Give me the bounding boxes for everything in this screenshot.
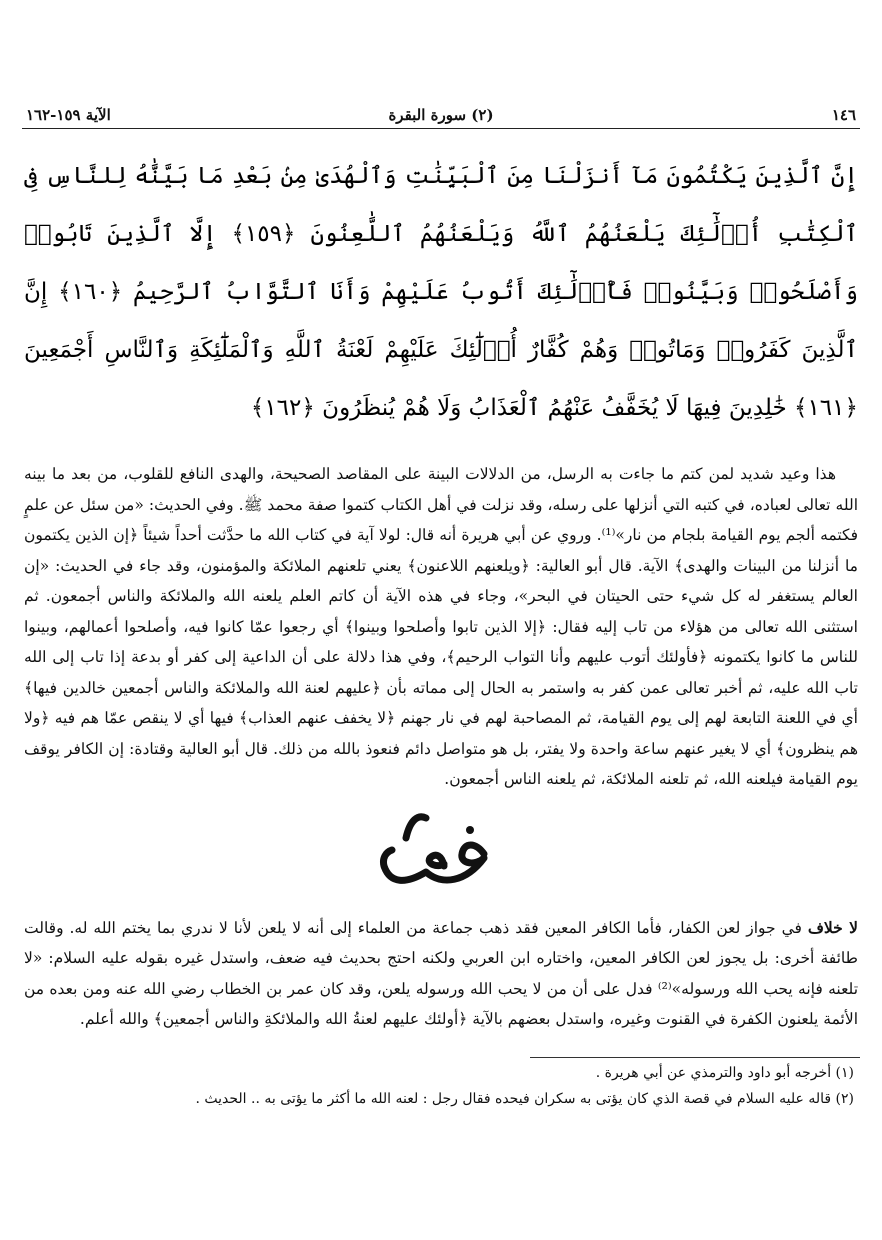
surah-title: (٢) سورة البقرة xyxy=(388,106,494,124)
fasl-body: في جواز لعن الكفار، فأما الكافر المعين فقد ذهب جماعة من العلماء إلى أنه لا يلعن لأنا لا ندري بما يختم الله له. وقالت طائفة أخرى: بل يجوز لعن الكافر المعين، واختاره ابن العربي ولكنه احتج بحديث فيه ضعف، واستدل غيره بقوله عليه السلام: «لا تلعنه فإنه يحب الله ورسوله»⁽²⁾ فدل على أن من لا يحب الله ورسوله يلعن، وقد كان عمر بن الخطاب رضي الله عنه ومن بعده من الأئمة يلعنون الكفرة في القنوت وغيره، واستدل بعضهم بالآية ﴿أولئك عليهم لعنةُ الله والملائكةِ والناس أجمعين﴾ والله أعلم. xyxy=(24,918,859,1028)
tafsir-commentary xyxy=(22,459,860,795)
fasl-calligraphy-icon xyxy=(366,806,516,902)
footnote-2: (٢) قاله عليه السلام في قصة الذي كان يؤتى به سكران فيحده فقال رجل : لعنه الله ما أكثر ما يؤتى به .. الحديث . xyxy=(195,1090,854,1107)
footnote-1: (١) أخرجه أبو داود والترمذي عن أبي هريرة . xyxy=(595,1064,854,1081)
page-number: ١٤٦ xyxy=(831,106,856,124)
quran-verses: إِنَّ ٱلَّذِينَ يَكْتُمُونَ مَآ أَنزَلْنَا مِنَ ٱلْبَيِّنَٰتِ وَٱلْهُدَىٰ مِنۢ بَعْدِ مَا بَيَّنَّٰهُ لِلنَّاسِ فِى ٱلْكِتَٰبِ أُو۟لَٰٓئِكَ يَلْعَنُهُمُ ٱللَّهُ وَيَلْعَنُهُمُ ٱللَّٰعِنُونَ ﴿١٥٩﴾ إِلَّا ٱلَّذِينَ تَابُوا۟ وَأَصْلَحُوا۟ وَبَيَّنُوا۟ فَأُو۟لَٰٓئِكَ أَتُوبُ عَلَيْهِمْ وَأَنَا ٱلتَّوَّابُ ٱلرَّحِيمُ ﴿١٦٠﴾ إِنَّ ٱلَّذِينَ كَفَرُوا۟ وَمَاتُوا۟ وَهُمْ كُفَّارٌ أُو۟لَٰٓئِكَ عَلَيْهِمْ لَعْنَةُ ٱللَّهِ وَٱلْمَلَٰٓئِكَةِ وَٱلنَّاسِ أَجْمَعِينَ ﴿١٦١﴾ خَٰلِدِينَ فِيهَا لَا يُخَفَّفُ عَنْهُمُ ٱلْعَذَابُ وَلَا هُمْ يُنظَرُونَ ﴿١٦٢﴾ xyxy=(24,163,858,421)
verse-range: الآية ١٥٩-١٦٢ xyxy=(26,106,111,124)
book-page xyxy=(22,90,860,1200)
footnotes xyxy=(22,1060,860,1112)
page-header xyxy=(22,90,860,129)
fasl-lead: لا خلاف xyxy=(807,917,858,937)
fasl-heading xyxy=(22,795,860,913)
commentary-paragraph: هذا وعيد شديد لمن كتم ما جاءت به الرسل، من الدلالات البينة على المقاصد الصحيحة، والهدى النافع للقلوب، من بعد ما بينه الله تعالى لعباده، في كتبه التي أنزلها على رسله، وقد نزلت في أهل الكتاب كتموا صفة محمد ﷺ. وفي الحديث: «من سئل عن علمٍ فكتمه ألجم يوم القيامة بلجام من نار»⁽¹⁾. وروي عن أبي هريرة أنه قال: لولا آية في كتاب الله ما حدَّثت أحداً شيئاً ﴿إن الذين يكتمون ما أنزلنا من البينات والهدى﴾ الآية. قال أبو العالية: ﴿ويلعنهم اللاعنون﴾ يعني تلعنهم الملائكة والمؤمنون، وقد جاء في الحديث: «إن العالم يستغفر له كل شيء حتى الحيتان في البحر»، وجاء في هذه الآية أن كاتم العلم يلعنه الله والملائكة والناس أجمعون. ثم استثنى الله تعالى من هؤلاء من تاب إليه فقال: ﴿إلا الذين تابوا وأصلحوا وبينوا﴾ أي رجعوا عمّا كانوا فيه، وأصلحوا أعمالهم، وبينوا للناس ما كانوا يكتمونه ﴿فأولئك أتوب عليهم وأنا التواب الرحيم﴾، وفي هذا دلالة على أن الداعية إلى كفر أو بدعة إذا تاب إلى الله تاب الله عليه، ثم أخبر تعالى عمن كفر به واستمر به الحال إلى مماته بأن ﴿عليهم لعنة الله والملائكة والناس أجمعين خالدين فيها﴾ أي في اللعنة التابعة لهم إلى يوم القيامة، ثم المصاحبة لهم في نار جهنم ﴿لا يخفف عنهم العذاب﴾ فيها أي لا ينقص عمّا هم فيه ﴿ولا هم ينظرون﴾ أي لا يغير عنهم ساعة واحدة ولا يفتر، بل هو متواصل دائم فنعوذ بالله من ذلك. قال أبو العالية وقتادة: إن الكافر يوقف يوم القيامة فيلعنه الله، ثم تلعنه الملائكة، ثم يلعنه الناس أجمعون. xyxy=(24,465,858,788)
fasl-section xyxy=(22,913,860,1035)
